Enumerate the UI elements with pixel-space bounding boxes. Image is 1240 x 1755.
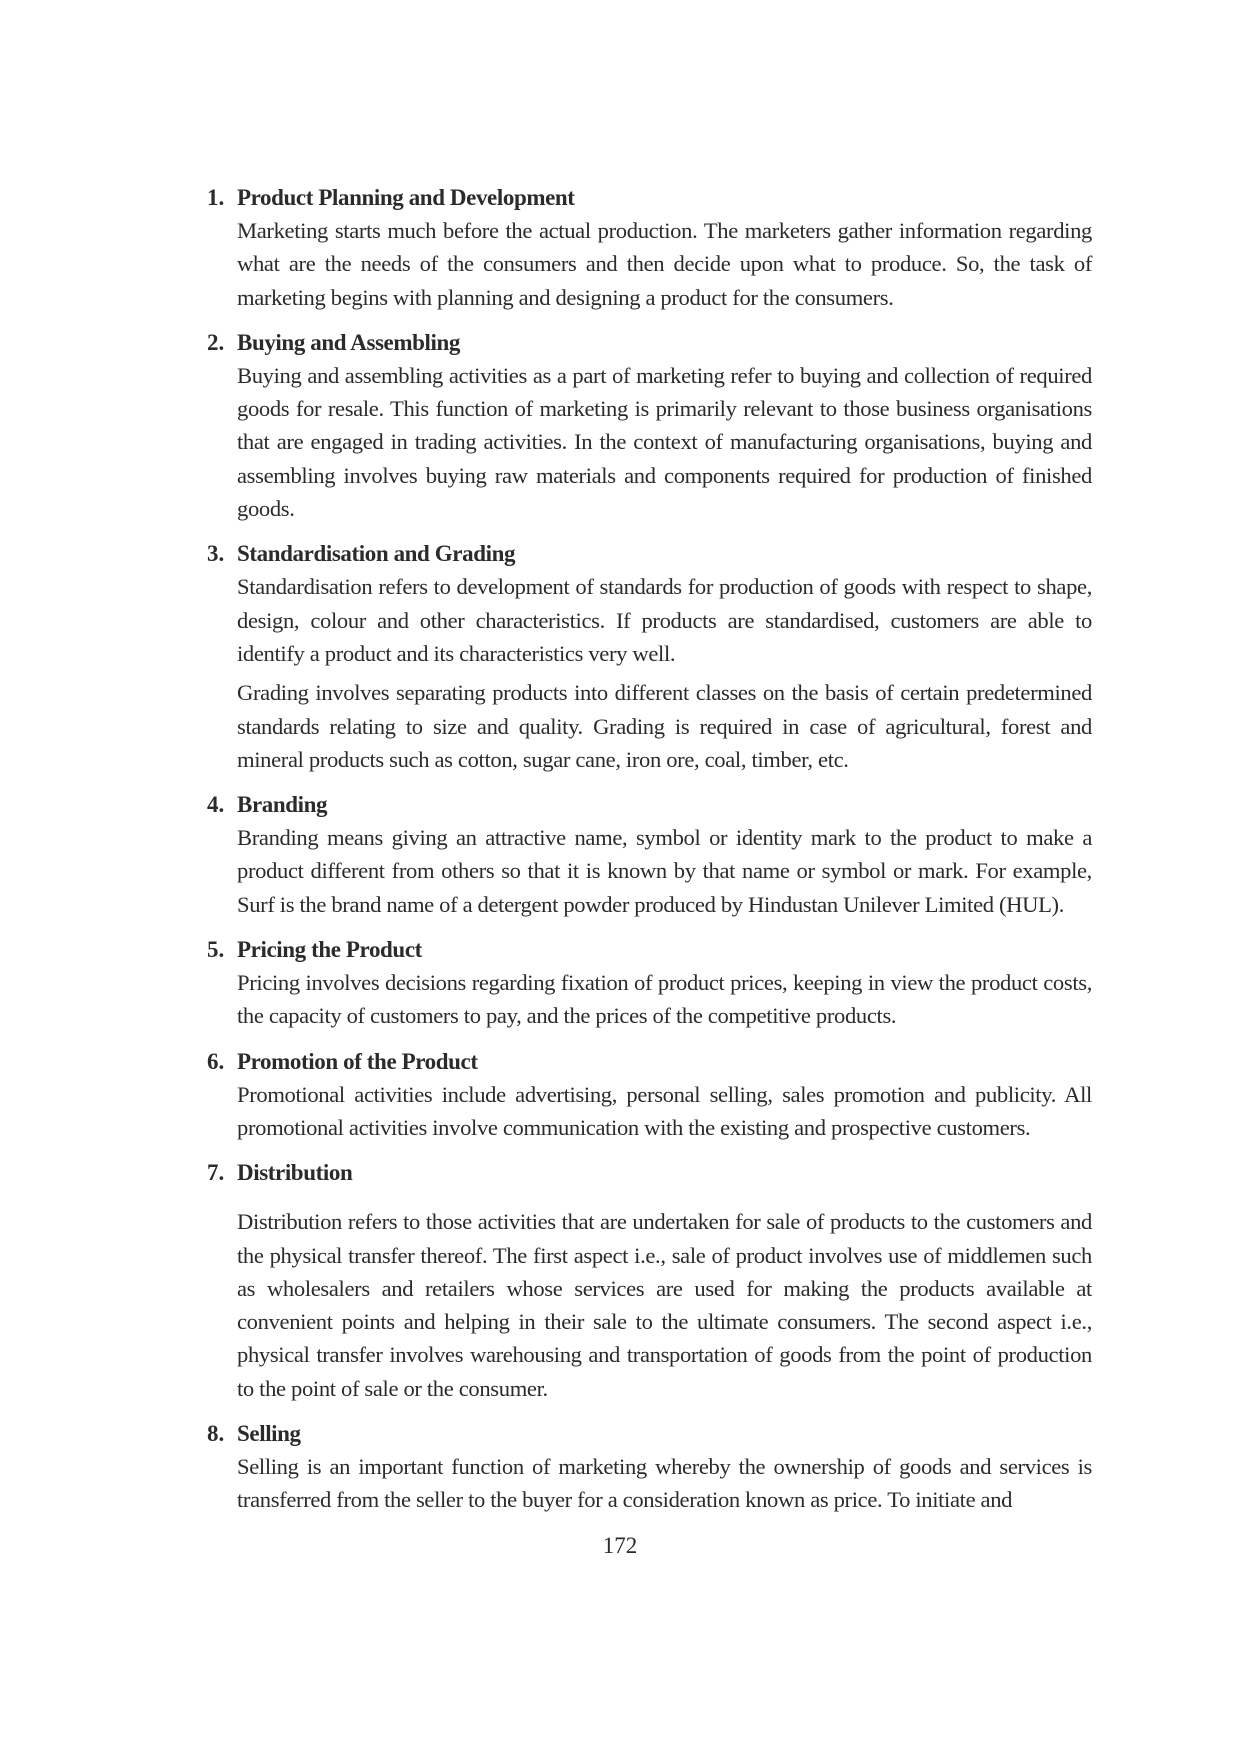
section-body [237, 1078, 1092, 1145]
section-buying-assembling [207, 326, 1092, 525]
section-branding [207, 788, 1092, 921]
section-number: 7. [207, 1160, 225, 1186]
section-body [237, 1450, 1092, 1517]
section-promotion [207, 1045, 1092, 1145]
section-product-planning [207, 181, 1092, 314]
section-number: 8. [207, 1421, 225, 1447]
section-heading: Branding [237, 792, 328, 818]
section-body [237, 214, 1092, 314]
paragraph: Distribution refers to those activities that are undertaken for sale of products to the customers and the physical transfer thereof. The first aspect i.e., sale of product involves use of middlemen such as wholesalers and retailers whose services are used for making the products available at convenient points and helping in their sale to the ultimate consumers. The second aspect i.e., physical transfer involves warehousing and transportation of goods from the point of production to the point of sale or the consumer. [237, 1209, 1092, 1401]
section-body [237, 570, 1092, 776]
paragraph: Selling is an important function of marketing whereby the ownership of goods and services is transferred from the seller to the buyer for a consideration known as price. To initiate and [237, 1454, 1092, 1513]
content-column [207, 181, 1092, 1529]
section-heading: Product Planning and Development [237, 185, 575, 210]
section-body [237, 966, 1092, 1033]
section-heading: Standardisation and Grading [237, 541, 516, 567]
paragraph: Buying and assembling activities as a part of marketing refer to buying and collection of required goods for resale. This function of marketing is primarily relevant to those business organisations that are engaged in trading activities. In the context of manufacturing organisations, buying and assembling involves buying raw materials and components required for production of finished goods. [237, 362, 1092, 522]
section-selling [207, 1417, 1092, 1517]
section-pricing [207, 933, 1092, 1033]
section-number: 6. [207, 1048, 225, 1074]
paragraph: Standardisation refers to development of standards for production of goods with respect to shape, design, colour and other characteristics. If products are standardised, customers are able to identify a product and its characteristics very well. [237, 574, 1092, 666]
section-body [237, 821, 1092, 921]
section-body [237, 359, 1092, 525]
paragraph: Marketing starts much before the actual production. The marketers gather information regarding what are the needs of the consumers and then decide upon what to produce. So, the task of marketing begins with planning and designing a product for the consumers. [237, 218, 1092, 310]
section-number: 5. [207, 937, 225, 963]
section-number: 2. [207, 329, 225, 355]
paragraph: Pricing involves decisions regarding fixation of product prices, keeping in view the product costs, the capacity of customers to pay, and the prices of the competitive products. [237, 970, 1092, 1029]
paragraph: Branding means giving an attractive name, symbol or identity mark to the product to make a product different from others so that it is known by that name or symbol or mark. For example, Surf is the brand name of a detergent powder produced by Hindustan Unilever Limited (HUL). [237, 825, 1092, 917]
paragraph: Grading involves separating products into different classes on the basis of certain predetermined standards relating to size and quality. Grading is required in case of agricultural, forest and mineral products such as cotton, sugar cane, iron ore, coal, timber, etc. [237, 680, 1092, 772]
section-heading: Distribution [237, 1160, 353, 1186]
page-number: 172 [602, 1533, 638, 1558]
section-number: 3. [207, 541, 225, 567]
paragraph: Promotional activities include advertising, personal selling, sales promotion and publicity. All promotional activities involve communication with the existing and prospective customers. [237, 1081, 1092, 1140]
section-heading: Buying and Assembling [237, 329, 460, 355]
section-heading: Selling [237, 1421, 301, 1447]
section-number: 4. [207, 792, 225, 818]
section-body [237, 1205, 1092, 1405]
section-number: 1. [207, 185, 225, 210]
section-heading: Promotion of the Product [237, 1048, 478, 1074]
section-standardisation-grading [207, 537, 1092, 776]
section-heading: Pricing the Product [237, 937, 422, 963]
section-distribution [207, 1156, 1092, 1405]
